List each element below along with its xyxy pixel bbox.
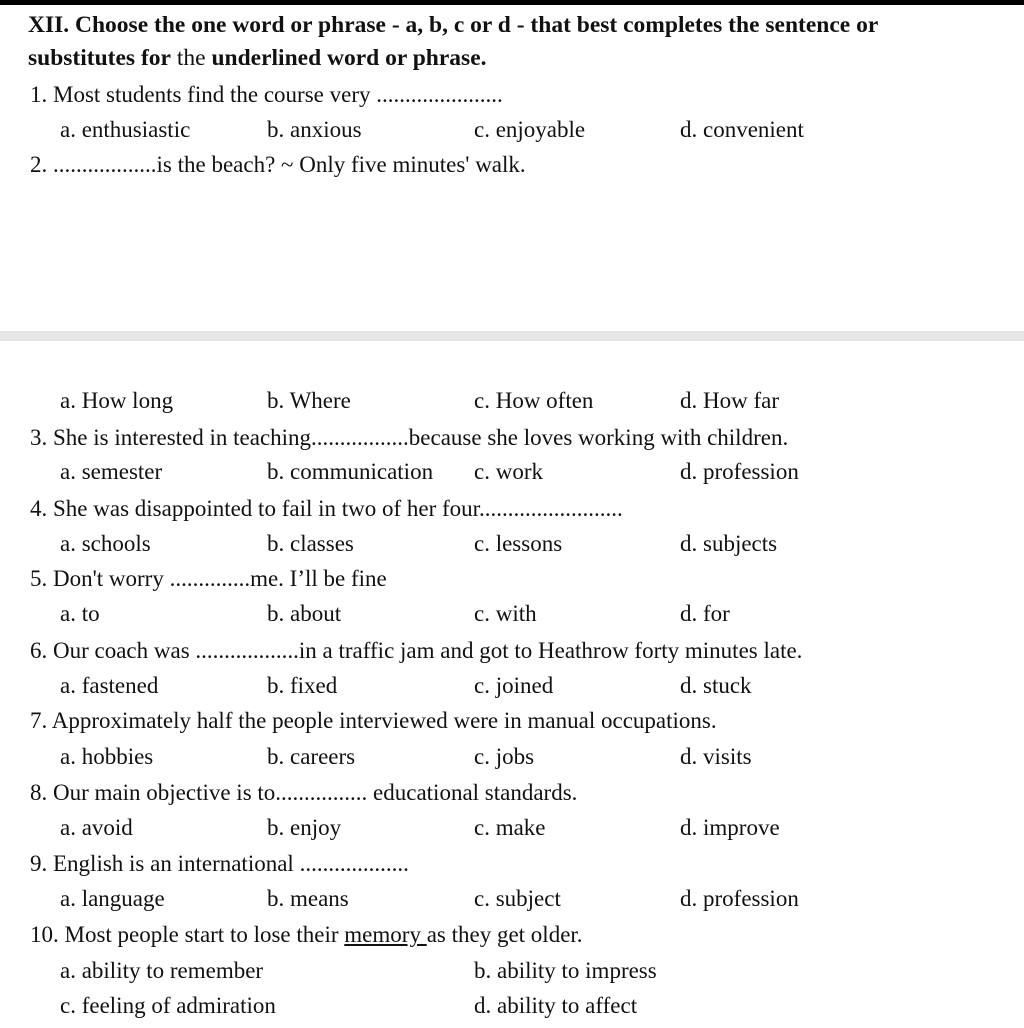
section-title: XII. Choose the one word or phrase - a, b, c or d - that best completes the sentence or <box>28 12 879 38</box>
option-7b: b. careers <box>267 744 356 769</box>
option-6c: c. joined <box>474 673 554 698</box>
option-2c: c. How often <box>474 388 594 413</box>
option-9b: b. means <box>267 886 349 911</box>
option-5c: c. with <box>474 601 537 626</box>
option-1a: a. enthusiastic <box>60 117 191 142</box>
option-8b: b. enjoy <box>267 815 342 840</box>
option-4a: a. schools <box>60 531 151 556</box>
option-3d: d. profession <box>680 459 799 484</box>
option-3a: a. semester <box>60 459 163 484</box>
option-9d: d. profession <box>680 886 799 911</box>
option-8a: a. avoid <box>60 815 133 840</box>
option-1c: c. enjoyable <box>474 117 586 142</box>
question-3: 3. She is interested in teaching.................because she loves working with children. <box>30 425 789 450</box>
top-border <box>0 0 1024 5</box>
option-7c: c. jobs <box>474 744 535 769</box>
option-7d: d. visits <box>680 744 752 769</box>
option-9a: a. language <box>60 886 165 911</box>
option-10a: a. ability to remember <box>60 958 264 983</box>
option-3b: b. communication <box>267 459 434 484</box>
option-3c: c. work <box>474 459 543 484</box>
question-7: 7. Approximately half the people interviewed were in manual occupations. <box>30 708 717 733</box>
option-2b: b. Where <box>267 388 351 413</box>
option-1b: b. anxious <box>267 117 362 142</box>
underlined-word: memory <box>344 922 427 947</box>
question-4: 4. She was disappointed to fail in two of her four......................... <box>30 496 623 521</box>
option-7a: a. hobbies <box>60 744 154 769</box>
option-2a: a. How long <box>60 388 174 413</box>
question-6: 6. Our coach was ..................in a traffic jam and got to Heathrow forty minutes late. <box>30 638 803 663</box>
question-10-before: 10. Most people start to lose their <box>30 922 345 947</box>
option-10c: c. feeling of admiration <box>60 993 276 1018</box>
question-5: 5. Don't worry ..............me. I’ll be fine <box>30 566 387 591</box>
question-1: 1. Most students find the course very ...................... <box>30 82 503 107</box>
option-10b: b. ability to impress <box>474 958 657 983</box>
option-5d: d. for <box>680 601 730 626</box>
option-5a: a. to <box>60 601 100 626</box>
question-9: 9. English is an international ................... <box>30 851 409 876</box>
option-4d: d. subjects <box>680 531 778 556</box>
option-1d: d. convenient <box>680 117 804 142</box>
option-9c: c. subject <box>474 886 561 911</box>
option-2d: d. How far <box>680 388 779 413</box>
page-separator <box>0 331 1024 341</box>
option-8d: d. improve <box>680 815 780 840</box>
question-8: 8. Our main objective is to................ educational standards. <box>30 780 578 805</box>
option-8c: c. make <box>474 815 546 840</box>
option-10d: d. ability to affect <box>474 993 638 1018</box>
option-6b: b. fixed <box>267 673 338 698</box>
option-5b: b. about <box>267 601 342 626</box>
question-2: 2. ..................is the beach? ~ Only five minutes' walk. <box>30 152 526 177</box>
option-4b: b. classes <box>267 531 354 556</box>
question-10 <box>30 920 583 950</box>
title-normal: the <box>170 45 212 71</box>
question-10-after: as they get older. <box>426 922 583 947</box>
section-title-line2 <box>28 43 487 73</box>
option-6a: a. fastened <box>60 673 159 698</box>
option-6d: d. stuck <box>680 673 752 698</box>
title-bold-1: substitutes for <box>28 45 171 71</box>
option-4c: c. lessons <box>474 531 563 556</box>
title-bold-2: underlined word or phrase. <box>211 45 487 71</box>
